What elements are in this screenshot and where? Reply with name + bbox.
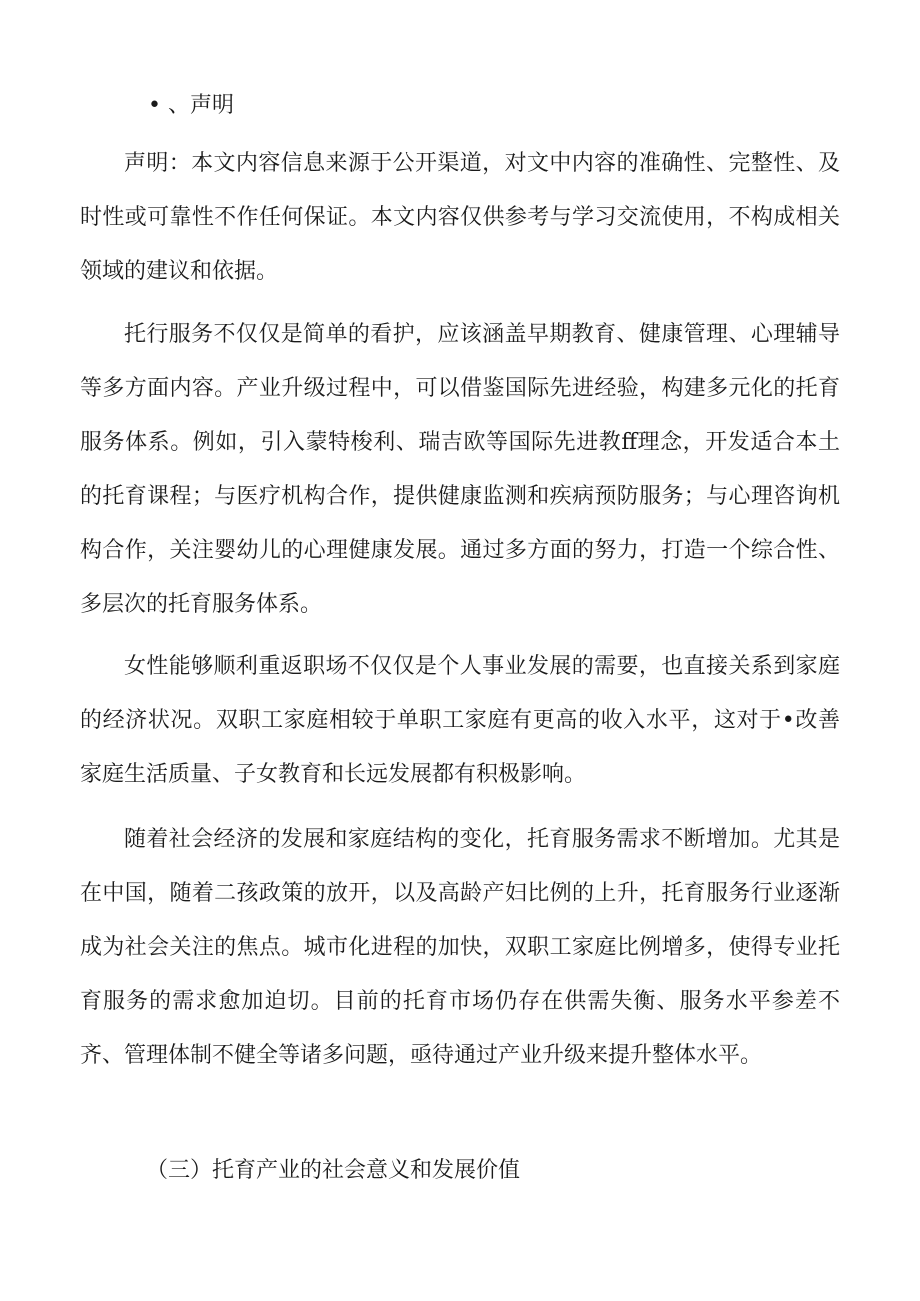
- paragraph-childcare-services: 托行服务不仅仅是简单的看护，应该涵盖早期教育、健康管理、心理辅导等多方面内容。产业升级过程中，可以借鉴国际先进经验，构建多元化的托育服务体系。例如，引入蒙特梭利、瑞吉欧等国际先进教ff理念，开发适合本土的托育课程；与医疗机构合作，提供健康监测和疾病预防服务；与心理咨询机构合作，关注婴幼儿的心理健康发展。通过多方面的努力，打造一个综合性、多层次的托育服务体系。: [80, 322, 840, 617]
- paragraph-disclaimer: 声明：本文内容信息来源于公开渠道，对文中内容的准确性、完整性、及时性或可靠性不作任何保证。本文内容仅供参考与学习交流使用，不构成相关领域的建议和依据。: [80, 151, 840, 284]
- section-heading-social-significance: （三）托育产业的社会意义和发展价值: [146, 1158, 521, 1183]
- paragraph-childcare-demand: 随着社会经济的发展和家庭结构的变化，托育服务需求不断增加。尤其是在中国，随着二孩政策的放开，以及高龄产妇比例的上升，托育服务行业逐渐成为社会关注的焦点。城市化进程的加快，双职工家庭比例增多，使得专业托育服务的需求愈加迫切。目前的托育市场仍存在供需失衡、服务水平参差不齐、管理体制不健全等诸多问题，亟待通过产业升级来提升整体水平。: [80, 827, 840, 1068]
- paragraph-women-workforce: 女性能够顺利重返职场不仅仅是个人事业发展的需要，也直接关系到家庭的经济状况。双职工家庭相较于单职工家庭有更高的收入水平，这对于•改善家庭生活质量、子女教育和长远发展都有积极影响。: [80, 654, 840, 787]
- section-heading-statement: • 、声明: [148, 93, 234, 118]
